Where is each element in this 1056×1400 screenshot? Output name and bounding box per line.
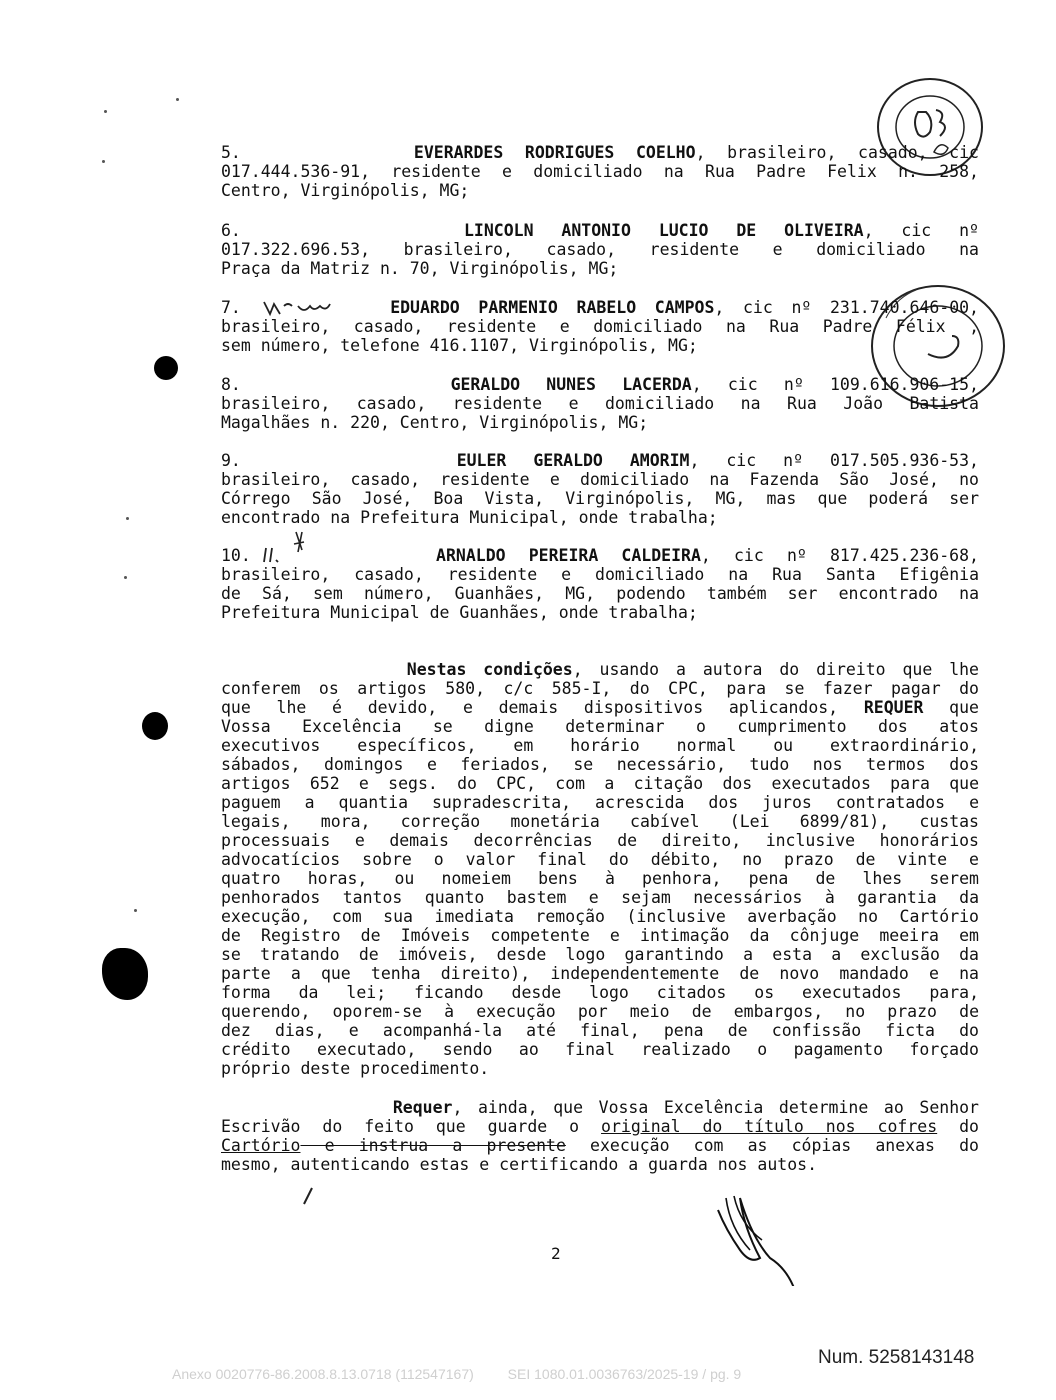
- paragraph-line: crédito executado, sendo ao final realizado o pagamento forçado: [221, 1040, 979, 1059]
- request-paragraph: Nestas condições, usando a autora do direito que lhe conferem os artigos 580, c/c 585-I, do CPC, para se fazer pagar do que lhe é devido, e demais dispositivos aplicandos, REQUER que Vossa Excelência se digne determinar o cumprimento dos atos executivos específicos, em horário normal ou extraordinário, sábados, domingos e feriados, se necessário, tudo nos termos dos artigos 652 e segs. do CPC, com a citação dos executados para que paguem a quantia supradescrita, acrescida dos juros contratados e legais, mora, correção monetária cabível (Lei 6899/81), custas processuais e demais decorrências de direito, inclusive honorários advocatícios sobre o valor final do débito, no prazo de vinte e quatro horas, ou nomeiem bens à penhora, pena de lhes serem penhorados tantos quanto bastem e sejam necessários à garantia da execução, com sua imediata remoção (inclusive averbação no Cartório de Registro de Imóveis competente e intimação da cônjuge meeira em se tratando de imóveis, desde logo garantindo a esta a exclusão da parte a que tenha direito), independentemente de novo mandado e na forma da lei; ficando desde logo citados os executados para, querendo, oporem-se à execução por meio de embargos, no prazo de dez dias, e acompanhá-la até final, pena de confissão ficta do crédito executado, sendo ao final realizado o pagamento forçado próprio deste procedimento.: [221, 660, 979, 1078]
- ink-blot-mark: [102, 948, 148, 1000]
- item-line: Centro, Virginópolis, MG;: [221, 181, 470, 200]
- paragraph-line: executivos específicos, em horário normal ou extraordinário,: [221, 736, 979, 755]
- speck-mark: [134, 909, 137, 912]
- item-line: Prefeitura Municipal de Guanhães, onde trabalha;: [221, 603, 698, 622]
- item-name: ARNALDO PEREIRA CALDEIRA: [436, 546, 701, 565]
- item-number: 7.: [221, 298, 241, 317]
- document-number: Num. 5258143148: [818, 1347, 975, 1368]
- list-item-9: 9. EULER GERALDO AMORIM, cic nº 017.505.936-53, brasileiro, casado, residente e domiciliado na Fazenda São José, no Córrego São José, Boa Vista, Virginópolis, MG, mas que poderá ser encontrado na Prefeitura Municipal, onde trabalha;: [221, 451, 979, 527]
- paragraph-line: legais, mora, correção monetária cabível (Lei 6899/81), custas: [221, 812, 979, 831]
- paragraph-line: conferem os artigos 580, c/c 585-I, do CPC, para se fazer pagar do: [221, 679, 979, 698]
- item-number: 10.: [221, 546, 251, 565]
- paragraph-line: mesmo, autenticando estas e certificando a guarda nos autos.: [221, 1155, 818, 1174]
- speck-mark: [102, 160, 105, 163]
- list-item-7: 7. EDUARDO PARMENIO RABELO CAMPOS, cic nº 231.740.646-00, brasileiro, casado, residente e domiciliado na Rua Padre Félix , sem número, telefone 416.1107, Virginópolis, MG;: [221, 298, 979, 355]
- list-item-6: 6. LINCOLN ANTONIO LUCIO DE OLIVEIRA, cic nº 017.322.696.53, brasileiro, casado, residente e domiciliado na Praça da Matriz n. 70, Virginópolis, MG;: [221, 221, 979, 278]
- paragraph-line: execução, com sua imediata remoção (inclusive averbação no Cartório: [221, 907, 979, 926]
- item-name: EVERARDES RODRIGUES COELHO: [413, 143, 696, 162]
- item-line: de Sá, sem número, Guanhães, MG, podendo também ser encontrado na: [221, 584, 979, 603]
- item-number: 5.: [221, 143, 241, 162]
- signature-mark: [708, 1190, 806, 1286]
- underlined-phrase: original do título nos cofres: [601, 1117, 938, 1136]
- punch-hole-mark: [154, 356, 178, 380]
- item-name: LINCOLN ANTONIO LUCIO DE OLIVEIRA: [463, 221, 864, 240]
- item-line: Córrego São José, Boa Vista, Virginópolis, MG, mas que poderá ser: [221, 489, 979, 508]
- item-number: 9.: [221, 451, 241, 470]
- paragraph-line: paguem a quantia supradescrita, acrescida dos juros contratados e: [221, 793, 979, 812]
- item-line: 017.322.696.53, brasileiro, casado, residente e domiciliado na: [221, 240, 979, 259]
- list-item-10: 10. ARNALDO PEREIRA CALDEIRA, cic nº 817.425.236-68, brasileiro, casado, residente e domiciliado na Rua Santa Efigênia de Sá, sem número, Guanhães, MG, podendo também ser encontrado na Prefeitura Municipal de Guanhães, onde trabalha;: [221, 546, 979, 622]
- item-line: Praça da Matriz n. 70, Virginópolis, MG;: [221, 259, 619, 278]
- item-line: brasileiro, casado, residente e domiciliado na Fazenda São José, no: [221, 470, 979, 489]
- item-line: brasileiro, casado, residente e domiciliado na Rua Padre Félix ,: [221, 317, 979, 336]
- handwritten-slash: [300, 1186, 316, 1206]
- punch-hole-mark: [142, 712, 168, 740]
- paragraph-line: Vossa Excelência se digne determinar o cumprimento dos atos: [221, 717, 979, 736]
- paragraph-line: parte a que tenha direito), independentemente de novo mandado e na: [221, 964, 979, 983]
- speck-mark: [126, 517, 129, 520]
- sei-reference: SEI 1080.01.0036763/2025-19 / pg. 9: [507, 1366, 742, 1382]
- paragraph-line: artigos 652 e segs. do CPC, com a citação dos executados para que: [221, 774, 979, 793]
- paragraph-line: querendo, oporem-se à execução por meio de embargos, no prazo de: [221, 1002, 979, 1021]
- paragraph-line: penhorados tantos quanto bastem e sejam necessários à garantia da: [221, 888, 979, 907]
- item-number: 6.: [221, 221, 241, 240]
- item-line: brasileiro, casado, residente e domiciliado na Rua João Batista: [221, 394, 979, 413]
- speck-mark: [104, 110, 107, 113]
- item-number: 8.: [221, 375, 241, 394]
- item-line: brasileiro, casado, residente e domiciliado na Rua Santa Efigênia: [221, 565, 979, 584]
- paragraph-line: próprio deste procedimento.: [221, 1059, 490, 1078]
- second-request-paragraph: Requer, ainda, que Vossa Excelência determine ao Senhor Escrivão do feito que guarde o original do título nos cofres do Cartório e instrua a presente execução com as cópias anexas do mesmo, autenticando estas e certificando a guarda nos autos.: [221, 1098, 979, 1174]
- annex-reference: Anexo 0020776-86.2008.8.13.0718 (112547167): [172, 1366, 474, 1382]
- paragraph-line: processuais e demais decorrências de direito, inclusive honorários: [221, 831, 979, 850]
- list-item-5: 5. EVERARDES RODRIGUES COELHO, brasileiro, casado, cic 017.444.536-91, residente e domiciliado na Rua Padre Felix n. 258, Centro, Virginópolis, MG;: [221, 143, 979, 200]
- item-name: EULER GERALDO AMORIM: [456, 451, 690, 470]
- item-line: sem número, telefone 416.1107, Virginópolis, MG;: [221, 336, 698, 355]
- paragraph-line: de Registro de Imóveis competente e intimação da cônjuge meeira em: [221, 926, 979, 945]
- item-line: encontrado na Prefeitura Municipal, onde trabalha;: [221, 508, 718, 527]
- item-line: 017.444.536-91, residente e domiciliado na Rua Padre Felix n. 258,: [221, 162, 979, 181]
- item-line: Magalhães n. 220, Centro, Virginópolis, MG;: [221, 413, 649, 432]
- list-item-8: 8. GERALDO NUNES LACERDA, cic nº 109.616.906-15, brasileiro, casado, residente e domiciliado na Rua João Batista Magalhães n. 220, Centro, Virginópolis, MG;: [221, 375, 979, 432]
- requer-keyword: REQUER: [863, 698, 924, 717]
- paragraph-line: forma da lei; ficando desde logo citados os executados para,: [221, 983, 979, 1002]
- paragraph-line: sábados, domingos e feriados, se necessário, tudo nos termos dos: [221, 755, 979, 774]
- speck-mark: [124, 576, 127, 579]
- speck-mark: [176, 98, 179, 101]
- item-name: EDUARDO PARMENIO RABELO CAMPOS: [390, 298, 715, 317]
- paragraph-line: se tratando de imóveis, desde logo garantindo a esta a exclusão da: [221, 945, 979, 964]
- paragraph-lead: Requer: [392, 1098, 453, 1117]
- struck-through-phrase: e instrua a presente: [300, 1136, 566, 1155]
- paragraph-line: advocatícios sobre o valor final do débito, no prazo de vinte e: [221, 850, 979, 869]
- annex-footer: [172, 1366, 771, 1382]
- item-name: GERALDO NUNES LACERDA: [450, 375, 692, 394]
- paragraph-line: quatro horas, ou nomeiem bens à penhora, pena de lhes serem: [221, 869, 979, 888]
- paragraph-line: dez dias, e acompanhá-la até final, pena de confissão ficta do: [221, 1021, 979, 1040]
- page-number: 2: [551, 1244, 561, 1263]
- paragraph-lead: Nestas condições: [406, 660, 573, 679]
